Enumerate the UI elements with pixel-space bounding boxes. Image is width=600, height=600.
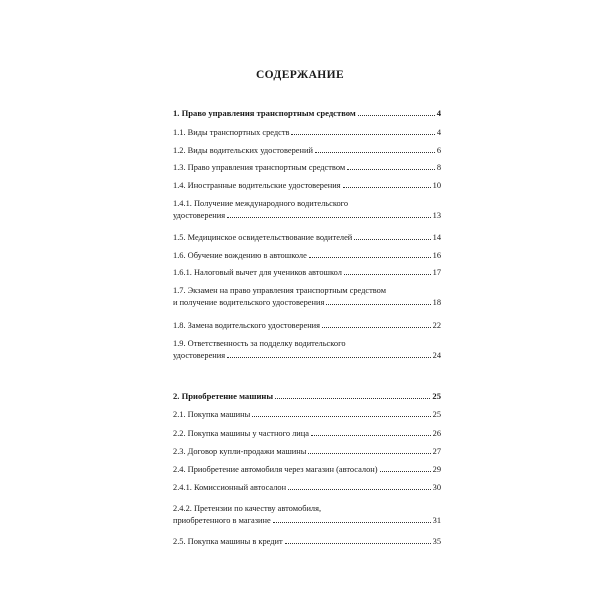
toc-page-number: 25 bbox=[432, 410, 441, 419]
page-title: СОДЕРЖАНИЕ bbox=[255, 69, 345, 81]
toc-entry[interactable] bbox=[173, 464, 441, 476]
toc-entry-text: 1.4. Иностранные водительские удостоверения bbox=[173, 181, 341, 190]
toc-entry[interactable] bbox=[173, 482, 441, 494]
toc-entry[interactable] bbox=[173, 127, 441, 139]
toc-dot-leader bbox=[309, 257, 431, 258]
toc-page-number: 29 bbox=[432, 465, 441, 474]
toc-page-number: 27 bbox=[432, 447, 441, 456]
toc-entry[interactable] bbox=[173, 232, 441, 244]
toc-entry-text: 1.5. Медицинское освидетельствование водителей bbox=[173, 233, 353, 242]
toc-entry[interactable] bbox=[173, 428, 441, 440]
toc-dot-leader bbox=[380, 471, 431, 472]
toc-dot-leader bbox=[275, 398, 430, 399]
toc-page-number: 16 bbox=[432, 251, 441, 260]
toc-dot-leader bbox=[358, 115, 435, 116]
toc-entry[interactable] bbox=[173, 320, 441, 332]
toc-entry-text: 2.4. Приобретение автомобиля через магазин (автосалон) bbox=[173, 465, 378, 474]
toc-entry-text: 2. Приобретение машины bbox=[173, 391, 274, 401]
toc-section-heading[interactable] bbox=[173, 390, 441, 402]
toc-entry[interactable] bbox=[173, 267, 441, 279]
toc-entry-text: и получение водительского удостоверения bbox=[173, 298, 325, 307]
toc-dot-leader bbox=[308, 453, 430, 454]
toc-page-number: 17 bbox=[432, 268, 441, 277]
toc-page-number: 10 bbox=[432, 181, 441, 190]
toc-entry-text: 2.4.1. Комиссионный автосалон bbox=[173, 483, 287, 492]
toc-entry-text: 1.2. Виды водительских удостоверений bbox=[173, 146, 313, 155]
toc-entry-text: 1.1. Виды транспортных средств bbox=[173, 128, 290, 137]
toc-page-number: 31 bbox=[432, 516, 441, 525]
toc-dot-leader bbox=[326, 304, 430, 305]
toc-page-number: 18 bbox=[432, 298, 441, 307]
toc-entry[interactable] bbox=[173, 250, 441, 262]
toc-entry[interactable] bbox=[173, 180, 441, 192]
toc-dot-leader bbox=[227, 217, 431, 218]
toc-page-number: 8 bbox=[436, 163, 441, 172]
toc-section-heading[interactable] bbox=[173, 107, 441, 119]
toc-page-number: 35 bbox=[432, 537, 441, 546]
toc-page-number: 30 bbox=[432, 483, 441, 492]
toc-page-number: 6 bbox=[436, 146, 441, 155]
toc-entry-first-line: 1.9. Ответственность за подделку водительского bbox=[173, 339, 346, 348]
toc-dot-leader bbox=[285, 543, 431, 544]
toc-page-number: 14 bbox=[432, 233, 441, 242]
toc-entry-text: 1.3. Право управления транспортным средством bbox=[173, 163, 346, 172]
toc-entry-text: 1.6. Обучение вождению в автошколе bbox=[173, 251, 307, 260]
toc-entry[interactable] bbox=[173, 162, 441, 174]
toc-page-number: 13 bbox=[432, 211, 441, 220]
toc-entry-text: 2.2. Покупка машины у частного лица bbox=[173, 429, 309, 438]
toc-dot-leader bbox=[252, 416, 430, 417]
toc-page-number: 25 bbox=[432, 391, 441, 401]
toc-entry-text: 1. Право управления транспортным средством bbox=[173, 108, 356, 118]
toc-page-number: 4 bbox=[436, 108, 441, 118]
toc-dot-leader bbox=[343, 187, 431, 188]
toc-entry[interactable] bbox=[173, 285, 441, 309]
toc-entry-text: удостоверения bbox=[173, 351, 226, 360]
toc-dot-leader bbox=[315, 152, 435, 153]
toc-entry[interactable] bbox=[173, 145, 441, 157]
toc-dot-leader bbox=[344, 274, 431, 275]
toc-dot-leader bbox=[288, 489, 431, 490]
toc-entry[interactable] bbox=[173, 536, 441, 548]
toc-entry-first-line: 1.7. Экзамен на право управления транспортным средством bbox=[173, 286, 386, 295]
toc-entry[interactable] bbox=[173, 409, 441, 421]
toc-entry-first-line: 1.4.1. Получение международного водительского bbox=[173, 199, 349, 208]
toc-dot-leader bbox=[347, 169, 435, 170]
toc-page-number: 22 bbox=[432, 321, 441, 330]
toc-entry-text: приобретенного в магазине bbox=[173, 516, 271, 525]
toc-entry-text: удостоверения bbox=[173, 211, 226, 220]
toc-dot-leader bbox=[311, 435, 431, 436]
toc-dot-leader bbox=[291, 134, 434, 135]
toc-page-number: 24 bbox=[432, 351, 441, 360]
toc-page-number: 4 bbox=[436, 128, 441, 137]
toc-dot-leader bbox=[322, 327, 431, 328]
toc-dot-leader bbox=[273, 522, 431, 523]
toc-dot-leader bbox=[354, 239, 430, 240]
toc-page-number: 26 bbox=[432, 429, 441, 438]
toc-entry-text: 2.1. Покупка машины bbox=[173, 410, 251, 419]
toc-entry-text: 2.5. Покупка машины в кредит bbox=[173, 537, 283, 546]
toc-dot-leader bbox=[227, 357, 431, 358]
toc-entry-text: 2.3. Договор купли-продажи машины bbox=[173, 447, 307, 456]
toc-entry[interactable] bbox=[173, 446, 441, 458]
toc-entry[interactable] bbox=[173, 503, 441, 527]
toc-entry-first-line: 2.4.2. Претензии по качеству автомобиля, bbox=[173, 504, 322, 513]
toc-entry[interactable] bbox=[173, 338, 441, 362]
toc-entry[interactable] bbox=[173, 198, 441, 222]
toc-entry-text: 1.8. Замена водительского удостоверения bbox=[173, 321, 321, 330]
toc-entry-text: 1.6.1. Налоговый вычет для учеников автошкол bbox=[173, 268, 342, 277]
